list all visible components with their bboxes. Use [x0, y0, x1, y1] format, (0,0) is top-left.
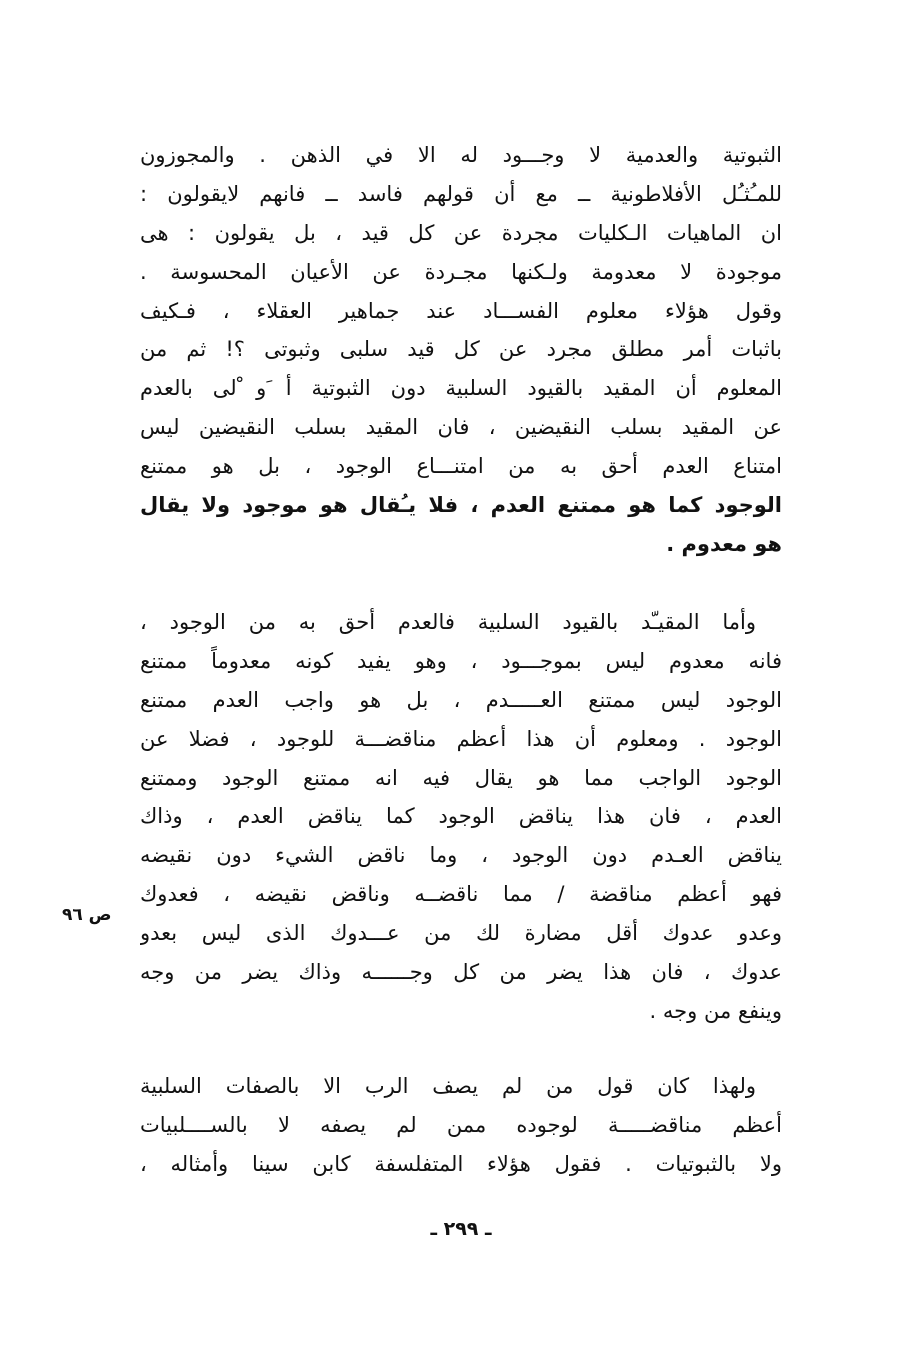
- text-line: وينفع من وجه .: [649, 998, 782, 1023]
- text-line: باثبات أمر مطلق مجرد عن كل قيد سلبى وثبوتى ؟! ثم من: [140, 337, 782, 362]
- paragraph-2: [140, 603, 782, 1031]
- text-line: وعدو عدوك أقل مضارة لك من عـــدوك الذى ليس بعدو: [140, 921, 782, 946]
- text-line: للمـُثـُل الأفلاطونية ــ مع أن قولهم فاسد ــ فانهم لايقولون :: [140, 181, 782, 206]
- text-line: الوجود ليس ممتنع العـــــدم ، بل هو واجب العدم ممتنع: [140, 687, 782, 712]
- text-line: الوجود الواجب مما هو يقال فيه انه ممتنع الوجود وممتنع: [140, 765, 782, 790]
- text-line: هو معدوم .: [666, 531, 782, 556]
- text-line: المعلوم أن المقيد بالقيود السلبية دون الثبوتية أ َو ْلى بالعدم: [140, 376, 782, 401]
- text-line: وقول هؤلاء معلوم الفســـاد عند جماهير العقلاء ، فـكيف: [140, 298, 782, 323]
- text-line: ولا بالثبوتيات . فقول هؤلاء المتفلسفة كابن سينا وأمثاله ،: [140, 1151, 782, 1176]
- paragraph-1: [140, 136, 782, 564]
- text-line: فهو أعظم مناقضة / مما ناقضــه وناقض نقيضه ، فعدوك: [140, 882, 782, 907]
- text-line: الوجود كما هو ممتنع العدم ، فلا يـُقال هو موجود ولا يقال: [140, 493, 782, 518]
- text-line: ولهذا كان قول من لم يصف الرب الا بالصفات السلبية: [140, 1074, 756, 1098]
- text-line: الوجود . ومعلوم أن هذا أعظم مناقضـــة للوجود ، فضلا عن: [140, 726, 782, 751]
- text-line: امتناع العدم أحق به من امتنـــاع الوجود ، بل هو ممتنع: [140, 454, 782, 479]
- margin-page-reference: ص ٩٦: [62, 905, 112, 925]
- text-line: وأما المقيـّد بالقيود السلبية فالعدم أحق به من الوجود ،: [140, 610, 756, 634]
- text-line: الثبوتية والعدمية لا وجـــود له الا في الذهن . والمجوزون: [140, 143, 782, 167]
- text-line: عن المقيد بسلب النقيضين ، فان المقيد بسلب النقيضين ليس: [140, 415, 782, 440]
- text-line: أعظم مناقضـــــة لوجوده ممن لم يصفه لا بالســــلبيات: [140, 1112, 782, 1137]
- text-line: فانه معدوم ليس بموجـــود ، وهو يفيد كونه معدوماً ممتنع: [140, 648, 782, 673]
- text-line: يناقض العـدم دون الوجود ، وما ناقض الشيء دون نقيضه: [140, 843, 782, 868]
- text-line: ان الماهيات الـكليات مجردة عن كل قيد ، بل يقولون : هى: [140, 220, 782, 245]
- text-line: موجودة لا معدومة ولـكنها مجـردة عن الأعيان المحسوسة .: [140, 259, 782, 284]
- text-line: العدم ، فان هذا يناقض الوجود كما يناقض العدم ، وذاك: [140, 804, 782, 829]
- page-number: ـ ٢٩٩ ـ: [430, 1218, 492, 1240]
- paragraph-3: [140, 1067, 782, 1184]
- text-line: عدوك ، فان هذا يضر من كل وجــــــه وذاك يضر من وجه: [140, 960, 782, 985]
